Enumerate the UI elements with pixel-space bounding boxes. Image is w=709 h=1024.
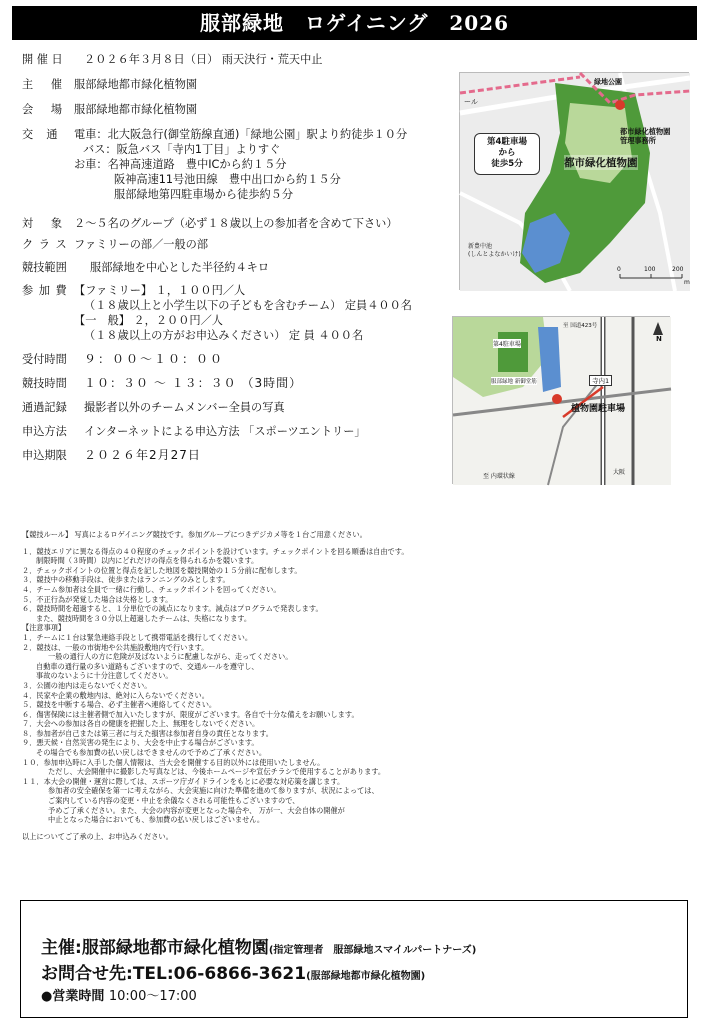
caution-item: １０．参加申込時に入手した個人情報は、当大会を開催する目的以外には使用いたしません。	[22, 757, 325, 767]
caution-item: 中止となった場合においても、参加費の払い戻しはございません。	[48, 815, 265, 825]
ohata-label: 至 内環状線	[483, 473, 515, 480]
deadline-value: ２０２６年2月27日	[84, 448, 201, 462]
host-label: 主 催	[22, 78, 64, 91]
venue-row	[22, 102, 462, 117]
caution-item: ２．競技は、一般の市街地や公共施設敷地内で行います。	[22, 642, 209, 652]
contact-note: (服部緑地都市緑化植物園)	[306, 971, 426, 982]
page-title: 服部緑地 ロゲイニング 2026	[12, 6, 697, 40]
scale-200: 200	[672, 266, 684, 273]
target-value: ２～５名のグループ（必ず１８歳以上の参加者を含めて下さい）	[74, 217, 398, 230]
apply-value: インターネットによる申込方法 「スポーツエントリー」	[84, 425, 366, 438]
contact-tel[interactable]: TEL:06-6866-3621	[132, 964, 307, 984]
rules-heading: 【競技ルール】 写真によるロゲイニング競技です。参加グループにつきデジカメ等を１台ご用意ください。	[22, 530, 367, 539]
north-label: N	[656, 335, 662, 343]
contact-box	[20, 900, 688, 1018]
parking-label: 植物園駐車場	[571, 404, 626, 414]
rule-item: ６．競技時間を超過すると、１分単位での減点になります。減点はプログラムで発表します。	[22, 604, 323, 614]
rules-section	[22, 530, 692, 841]
terauchi-label: 寺内1	[589, 375, 612, 386]
deadline-label: 申込期限	[22, 449, 67, 462]
hours-label: ●営業時間	[41, 989, 105, 1004]
record-label: 通過記録	[22, 401, 67, 414]
contact-label: お問合せ先:	[41, 964, 133, 984]
road-label: ール	[464, 98, 478, 106]
rule-item: ２．チェックポイントの位置と得点を記した地図を競技開始の１５分前に配布します。	[22, 565, 302, 575]
caution-item: 事故のないように十分注意してください。	[36, 671, 173, 681]
office-label: 都市緑化植物園 管理事務所	[620, 127, 671, 145]
rule-item: また、競技時間を３０分以上超過したチームは、失格になります。	[36, 613, 252, 623]
access-car1: お車：名神高速道路 豊中ICから約１５分	[74, 158, 287, 171]
caution-item: ５．競技を中断する場合、必ず主催者へ連絡してください。	[22, 700, 217, 710]
rule-item: ３．競技中の移動手段は、徒歩またはランニングのみとします。	[22, 575, 230, 585]
host-value: 服部緑地都市緑化植物園	[74, 78, 198, 91]
caution-item: ４．民家や企業の敷地内は、絶対に入らないでください。	[22, 690, 209, 700]
area-value: 服部緑地を中心とした半径約４キロ	[90, 261, 270, 274]
caution-item: １１．本大会の開催・運営に際しては、スポーツ庁ガイドラインをもとに必要な対応策を講じます。	[22, 776, 345, 786]
caution-item: 一般の通行人の方に危険が及ばないように配慮しながら、走ってください。	[48, 652, 293, 662]
rule-item: 制限時間（３時間）以内にどれだけの得点を得られるかを競います。	[36, 556, 259, 566]
rule-item: ４．チーム参加者は全員で一緒に行動し、チェックポイントを回ってください。	[22, 584, 281, 594]
fee-row	[22, 283, 462, 298]
caution-item: ただし、大会開催中に撮影した写真などは、今後ホームページや宣伝チラシで使用することがあります。	[48, 767, 386, 777]
organizer-note: (指定管理者 服部緑地スマイルパートナーズ)	[268, 945, 477, 956]
park-map	[459, 72, 689, 290]
contact-line	[41, 959, 425, 984]
caution-item: 参加者の安全確保を第一に考えながら、大会実施に向けた準備を進めて参りますが、状況によっては、	[48, 786, 379, 796]
caution-item: ７．大会への参加は各自の健康を把握した上、無理をしないでください。	[22, 719, 260, 729]
caution-heading: 【注意事項】	[22, 623, 66, 633]
access-car3: 服部緑地第四駐車場から徒歩約５分	[114, 188, 294, 201]
area-row	[22, 260, 462, 275]
deadline-row	[22, 448, 462, 463]
fee-general: 【一 般】 ２，２００円／人	[74, 314, 223, 327]
area-label: 競技範囲	[22, 261, 67, 274]
apply-label: 申込方法	[22, 425, 67, 438]
fee-label: 参 加 費	[22, 284, 68, 297]
target-label: 対 象	[22, 217, 64, 230]
race-value: １０：３０ ～ １３：３０ （3時間）	[84, 376, 303, 390]
access-label: 交 通	[22, 128, 59, 141]
venue-value: 服部緑地都市緑化植物園	[74, 103, 198, 116]
access-car2: 阪神高速11号池田線 豊中出口から約１５分	[114, 173, 341, 186]
access-row	[22, 127, 462, 142]
record-row	[22, 400, 462, 415]
garden4-label: 第4駐車場	[493, 341, 521, 348]
reception-row	[22, 352, 462, 367]
caution-item: ８．参加者が自己または第三者に与えた損害は参加者自身の責任となります。	[22, 728, 273, 738]
school-label: 服部緑地 新御堂筋	[491, 379, 537, 385]
date-value: ２０２６年３月８日（日） 雨天決行・荒天中止	[84, 53, 323, 66]
station-label: 緑地公園	[594, 78, 622, 86]
caution-item: １．チームに１台は緊急連絡手段として携帯電話を携行してください。	[22, 632, 253, 642]
osaka-label: 大阪	[613, 469, 626, 476]
hours-value: 10:00～17:00	[108, 989, 197, 1004]
access-map-graphic	[453, 317, 671, 485]
race-row	[22, 376, 462, 391]
organizer-label: 主催:	[41, 938, 82, 958]
scale-unit: m	[684, 279, 690, 286]
record-value: 撮影者以外のチームメンバー全員の写真	[84, 401, 285, 414]
date-row	[22, 52, 462, 67]
caution-item: その場合でも参加費の払い戻しはできませんので予めご了承ください。	[36, 748, 267, 758]
scale-0: 0	[617, 266, 621, 273]
access-map	[452, 316, 670, 484]
caution-item: 自動車の通行量の多い道路もございますので、交通ルールを遵守し、	[36, 661, 259, 671]
organizer-name: 服部緑地都市緑化植物園	[81, 938, 269, 958]
scale-100: 100	[644, 266, 656, 273]
host-row	[22, 77, 462, 92]
garden-label: 都市緑化植物園	[564, 157, 638, 169]
caution-item: ９．悪天候・自然災害の発生により、大会を中止する場合がございます。	[22, 738, 259, 748]
venue-label: 会 場	[22, 103, 64, 116]
parking-callout: 第4駐車場 から 徒歩5分	[474, 133, 540, 175]
rule-item: ５．不正行為が発覚した場合は失格とします。	[22, 594, 173, 604]
reception-label: 受付時間	[22, 353, 67, 366]
date-label: 開 催 日	[22, 53, 63, 66]
closing-text: 以上についてご了承の上、お申込みください。	[22, 831, 173, 841]
route-label: 至 国道423号	[563, 323, 598, 329]
access-bus: バス：阪急バス「寺内1丁目」よりすぐ	[83, 143, 281, 156]
class-row	[22, 237, 462, 252]
fee-family: 【ファミリー】 １，１００円／人	[74, 284, 246, 297]
hours-line	[41, 985, 197, 1004]
apply-row	[22, 424, 462, 439]
caution-item: ６．傷害保険には主催者側で加入いたしますが、限度がございます。各自で十分な備えをお願いします。	[22, 709, 359, 719]
caution-item: ご案内している内容の変更・中止を余儀なくされる可能性もございますので、	[48, 796, 300, 806]
reception-value: ９：００～１０：００	[84, 352, 225, 366]
fee-family-note: （１８歳以上と小学生以下の子どもを含むチーム） 定員４００名	[84, 299, 412, 312]
fee-general-note: （１８歳以上の方がお申込みください） 定 員 ４００名	[84, 329, 364, 342]
access-train: 電車：北大阪急行(御堂筋線直通)「緑地公園」駅より約徒歩１０分	[74, 128, 408, 141]
event-info	[22, 52, 462, 463]
race-label: 競技時間	[22, 377, 67, 390]
target-row	[22, 216, 462, 231]
organizer-line	[41, 933, 476, 958]
class-label: ク ラ ス	[22, 238, 68, 251]
pond-label: 新豊中池 (しんとよなかいけ)	[468, 243, 521, 258]
caution-item: ３．公園の池内は走らないでください。	[22, 680, 152, 690]
caution-item: 予めご了承ください。また、大会の内容が変更となった場合や、 万が一、大会自体の開催が	[48, 805, 345, 815]
class-value: ファミリーの部／一般の部	[74, 238, 209, 251]
rule-item: １．競技エリアに異なる得点の４０程度のチェックポイントを設けています。チェックポイントを回る順番は自由です。	[22, 546, 409, 556]
